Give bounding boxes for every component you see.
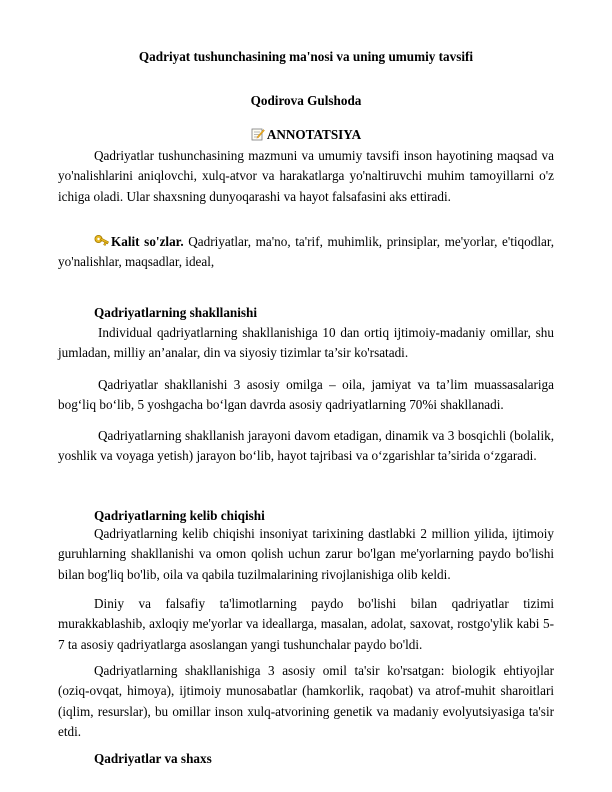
annotation-heading: ANNOTATSIYA	[266, 127, 362, 142]
document-title: Qadriyat tushunchasining ma'nosi va uning umumiy tavsifi	[138, 49, 474, 64]
key-icon	[94, 234, 110, 248]
section-heading-values-and-person: Qadriyatlar va shaxs	[94, 751, 212, 766]
keywords-paragraph	[58, 232, 554, 273]
origin-paragraph-3: Qadriyatlarning shakllanishiga 3 asosiy omil ta'sir ko'rsatgan: biologik ehtiyojlar (oziq-ovqat, himoya), ijtimoiy munosabatlar (hamkorlik, raqobat) va atrof-muhit sharoitlari (iqlim, resurslar), bu omillar inson xulq-atvorining genetik va madaniy evolyutsiyasiga ta'sir etdi.	[58, 663, 554, 740]
section-heading-origin: Qadriyatlarning kelib chiqishi	[94, 508, 265, 523]
keywords-text: Qadriyatlar, ma'no, ta'rif, muhimlik, prinsiplar, me'yorlar, e'tiqodlar, yo'nalishlar, maqsadlar, ideal,	[58, 234, 555, 270]
memo-icon	[251, 127, 265, 141]
formation-paragraph-2: Qadriyatlar shakllanishi 3 asosiy omilga – oila, jamiyat va ta’lim muassasalariga bog‘liq bo‘lib, 5 yoshgacha bo‘lgan davrda asosiy qadriyatlarning 70%i shakllanadi.	[58, 377, 554, 413]
origin-paragraph-1: Qadriyatlarning kelib chiqishi insoniyat tarixining dastlabki 2 million yilida, ijtimoiy guruhlarning shakllanishi va omon qolish uchun zarur bo'lgan me'yorlarning paydo bo'lishi bilan bog'liq bo'lib, oila va qabila tuzilmalarining rivojlanishiga olib keldi.	[58, 526, 554, 582]
origin-paragraph-2: Diniy va falsafiy ta'limotlarning paydo bo'lishi bilan qadriyatlar tizimi murakkablashib, axloqiy me'yorlar va ideallarga, masalan, adolat, saxovat, rostgo'ylik kabi 5-7 ta asosiy qadriyatlarga asoslangan yangi tushunchalar paydo bo'ldi.	[58, 596, 554, 652]
formation-paragraph-1: Individual qadriyatlarning shakllanishiga 10 dan ortiq ijtimoiy-madaniy omillar, shu jumladan, milliy an’analar, din va siyosiy tizimlar ta’sir ko'rsatadi.	[58, 325, 554, 361]
annotation-text: Qadriyatlar tushunchasining mazmuni va umumiy tavsifi inson hayotining maqsad va yo'nalishlarini aniqlovchi, xulq-atvor va harakatlarga yo'naltiruvchi muhim tamoyillarni o'z ichiga oladi. Ular shaxsning dunyoqarashi va hayot falsafasini aks ettiradi.	[58, 148, 554, 204]
keywords-label: Kalit so'zlar.	[111, 234, 184, 249]
section-heading-formation: Qadriyatlarning shakllanishi	[94, 305, 258, 320]
annotation-heading-row	[0, 127, 612, 143]
author-name: Qodirova Gulshoda	[250, 93, 362, 108]
formation-paragraph-3: Qadriyatlarning shakllanish jarayoni davom etadigan, dinamik va 3 bosqichli (bolalik, yoshlik va voyaga yetish) jarayon bo‘lib, hayot tajribasi va o‘zgarishlar ta’sirida o‘zgaradi.	[58, 428, 554, 464]
